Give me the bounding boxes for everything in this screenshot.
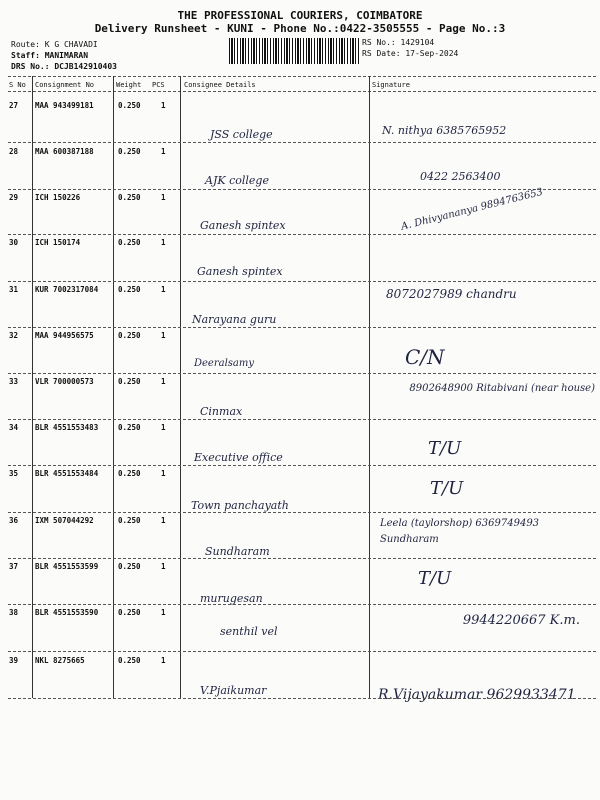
row-sno: 33 <box>9 377 19 386</box>
row-pcs: 1 <box>161 331 166 340</box>
runsheet-subtitle: Delivery Runsheet - KUNI - Phone No.:0422-3505555 - Page No.:3 <box>94 22 506 35</box>
row-consignee: Executive office <box>194 451 283 464</box>
row-consignment-no: MAA 944956575 <box>35 331 94 340</box>
row-weight: 0.250 <box>118 193 141 202</box>
row-consignment-no: ICH 150174 <box>35 238 81 247</box>
row-sno: 35 <box>9 469 19 478</box>
row-weight: 0.250 <box>118 423 141 432</box>
row-pcs: 1 <box>161 377 166 386</box>
route-label: Route: K G CHAVADI <box>11 40 98 49</box>
row-pcs: 1 <box>161 285 166 294</box>
row-weight: 0.250 <box>118 562 141 571</box>
row-consignee: JSS college <box>210 128 273 141</box>
row-consignment-no: MAA 600387188 <box>35 147 94 156</box>
row-sno: 38 <box>9 608 19 617</box>
col-consignment: Consignment No <box>35 81 95 89</box>
col-weight: Weight <box>116 81 142 89</box>
row-consignment-no: KUR 7002317084 <box>35 285 99 294</box>
drs-number: DRS No.: DCJB142910403 <box>11 62 117 71</box>
row-consignment-no: NKL 8275665 <box>35 656 85 665</box>
row-signature: T/U <box>418 568 452 589</box>
row-pcs: 1 <box>161 101 166 110</box>
col-signature: Signature <box>372 81 410 89</box>
row-consignment-no: BLR 4551553590 <box>35 608 99 617</box>
row-sno: 29 <box>9 193 19 202</box>
row-consignee: Narayana guru <box>192 313 277 326</box>
row-pcs: 1 <box>161 608 166 617</box>
row-weight: 0.250 <box>118 377 141 386</box>
row-signature: 8902648900 Ritabivani (near house) <box>409 383 595 394</box>
barcode <box>229 38 360 64</box>
row-pcs: 1 <box>161 147 166 156</box>
row-weight: 0.250 <box>118 238 141 247</box>
company-title: THE PROFESSIONAL COURIERS, COIMBATORE <box>177 9 423 22</box>
row-divider <box>8 604 596 605</box>
row-sno: 30 <box>9 238 19 247</box>
row-pcs: 1 <box>161 469 166 478</box>
col-sno: S No <box>9 81 26 89</box>
row-signature: C/N <box>405 345 445 369</box>
rs-date: RS Date: 17-Sep-2024 <box>362 49 459 58</box>
row-sno: 32 <box>9 331 19 340</box>
row-weight: 0.250 <box>118 608 141 617</box>
row-consignment-no: BLR 4551553599 <box>35 562 99 571</box>
row-consignee: Ganesh spintex <box>197 265 283 278</box>
row-divider <box>8 698 596 699</box>
row-divider <box>8 512 596 513</box>
row-pcs: 1 <box>161 193 166 202</box>
row-consignment-no: BLR 4551553483 <box>35 423 99 432</box>
table-top-rule <box>8 76 596 77</box>
row-consignment-no: VLR 700000573 <box>35 377 94 386</box>
rs-number: RS No.: 1429104 <box>362 38 435 47</box>
row-divider <box>8 327 596 328</box>
staff-label: Staff: MANIMARAN <box>11 51 89 60</box>
row-signature: R.Vijayakumar 9629933471 <box>378 687 576 703</box>
row-consignee: Ganesh spintex <box>200 219 286 232</box>
row-signature: Leela (taylorshop) 6369749493 Sundharam <box>380 518 540 545</box>
row-divider <box>8 558 596 559</box>
row-weight: 0.250 <box>118 101 141 110</box>
row-signature: T/U <box>428 438 462 459</box>
row-consignment-no: IXM 507044292 <box>35 516 94 525</box>
row-consignment-no: MAA 943499181 <box>35 101 94 110</box>
row-consignee: Sundharam <box>205 545 270 558</box>
row-signature: 0422 2563400 <box>420 170 501 183</box>
row-sno: 34 <box>9 423 19 432</box>
row-weight: 0.250 <box>118 516 141 525</box>
row-divider <box>8 142 596 143</box>
row-consignee: V.Pjaikumar <box>200 684 267 697</box>
row-consignee: murugesan <box>200 592 263 605</box>
row-signature: 9944220667 K.m. <box>462 613 580 628</box>
row-consignment-no: BLR 4551553484 <box>35 469 99 478</box>
row-divider <box>8 281 596 282</box>
row-divider <box>8 419 596 420</box>
row-weight: 0.250 <box>118 147 141 156</box>
row-consignee: senthil vel <box>220 625 278 638</box>
row-divider <box>8 465 596 466</box>
row-consignment-no: ICH 150226 <box>35 193 81 202</box>
row-weight: 0.250 <box>118 656 141 665</box>
col-pcs: PCS <box>152 81 165 89</box>
row-divider <box>8 189 596 190</box>
row-signature: A. Dhivyananya 9894763653 <box>400 186 545 233</box>
row-divider <box>8 651 596 652</box>
header-bottom-rule <box>8 91 596 92</box>
row-divider <box>8 234 596 235</box>
row-sno: 28 <box>9 147 19 156</box>
row-weight: 0.250 <box>118 469 141 478</box>
row-consignee: Town panchayath <box>191 499 289 512</box>
row-sno: 27 <box>9 101 19 110</box>
row-weight: 0.250 <box>118 285 141 294</box>
row-sno: 37 <box>9 562 19 571</box>
row-pcs: 1 <box>161 238 166 247</box>
row-consignee: Deeralsamy <box>194 358 255 369</box>
row-sno: 36 <box>9 516 19 525</box>
row-pcs: 1 <box>161 516 166 525</box>
row-sno: 31 <box>9 285 19 294</box>
row-pcs: 1 <box>161 656 166 665</box>
row-signature: N. nithya 6385765952 <box>382 124 507 137</box>
row-consignee: Cinmax <box>200 405 243 418</box>
row-divider <box>8 373 596 374</box>
row-signature: T/U <box>430 478 464 499</box>
row-signature: 8072027989 chandru <box>386 287 517 301</box>
col-details: Consignee Details <box>184 81 256 89</box>
row-pcs: 1 <box>161 423 166 432</box>
row-consignee: AJK college <box>205 174 269 187</box>
row-pcs: 1 <box>161 562 166 571</box>
row-weight: 0.250 <box>118 331 141 340</box>
row-sno: 39 <box>9 656 19 665</box>
